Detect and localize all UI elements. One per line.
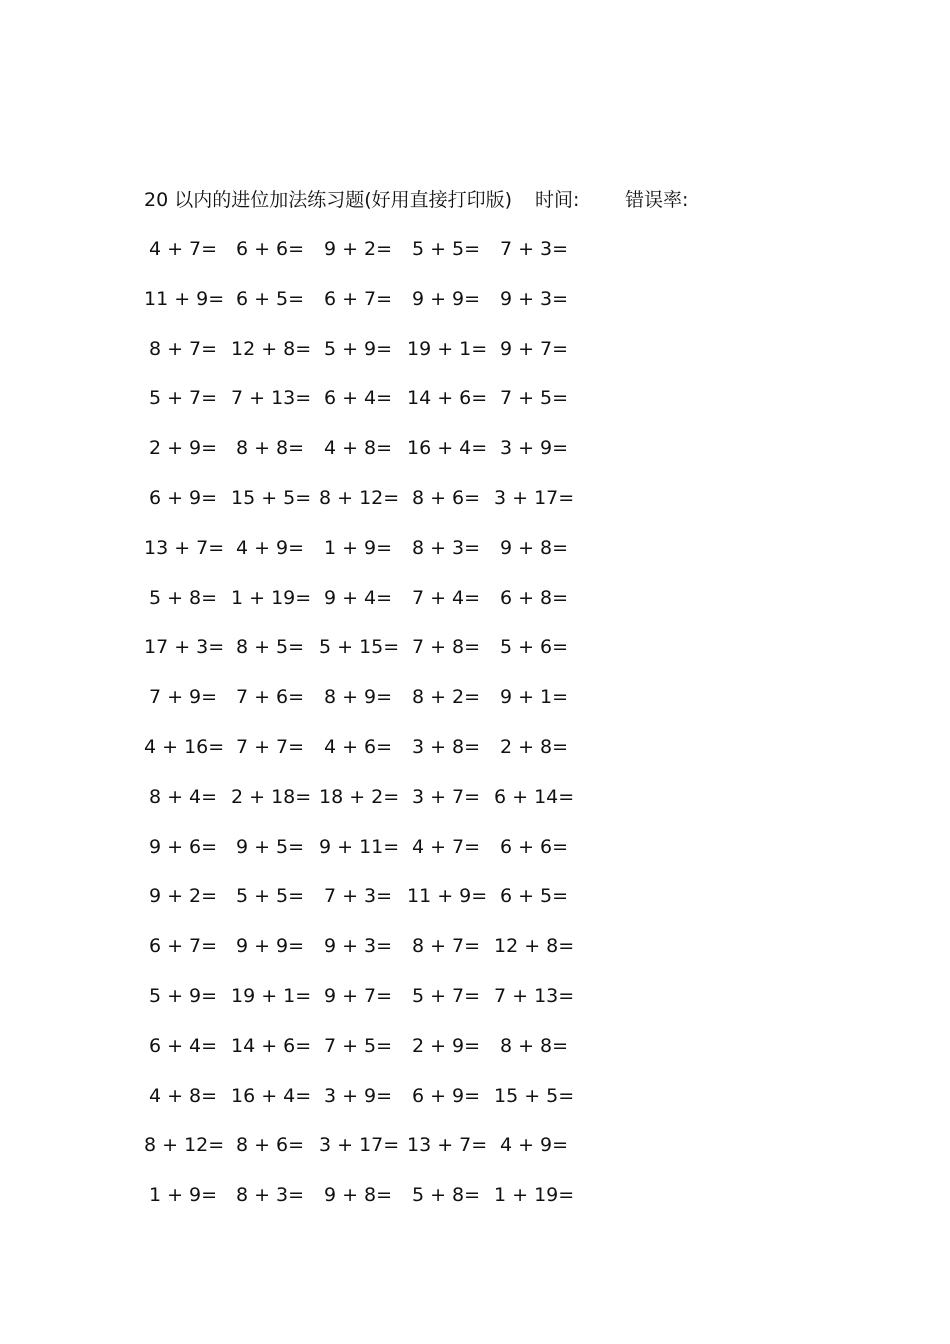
addition-problem: 7 + 7= — [235, 735, 305, 758]
addition-problem: 4 + 7= — [411, 835, 481, 858]
addition-problem: 9 + 7= — [499, 337, 569, 360]
problem-grid — [144, 236, 604, 1232]
addition-problem: 17 + 3= — [144, 636, 225, 659]
addition-problem: 5 + 9= — [148, 984, 218, 1007]
addition-problem: 6 + 5= — [499, 885, 569, 908]
addition-problem: 8 + 8= — [499, 1034, 569, 1057]
addition-problem: 6 + 5= — [235, 287, 305, 310]
addition-problem: 3 + 9= — [499, 437, 569, 460]
addition-problem: 4 + 6= — [323, 735, 393, 758]
problem-row — [144, 236, 604, 286]
addition-problem: 7 + 5= — [499, 387, 569, 410]
addition-problem: 9 + 2= — [148, 885, 218, 908]
addition-problem: 2 + 8= — [499, 735, 569, 758]
addition-problem: 4 + 8= — [323, 437, 393, 460]
addition-problem: 1 + 9= — [148, 1184, 218, 1207]
addition-problem: 7 + 3= — [323, 885, 393, 908]
addition-problem: 5 + 7= — [148, 387, 218, 410]
addition-problem: 9 + 8= — [323, 1184, 393, 1207]
problem-row — [144, 435, 604, 485]
problem-row — [144, 535, 604, 585]
problem-row — [144, 734, 604, 784]
addition-problem: 9 + 3= — [323, 935, 393, 958]
addition-problem: 8 + 8= — [235, 437, 305, 460]
addition-problem: 9 + 5= — [235, 835, 305, 858]
problem-row — [144, 983, 604, 1033]
addition-problem: 9 + 9= — [411, 287, 481, 310]
addition-problem: 12 + 8= — [231, 337, 312, 360]
addition-problem: 5 + 9= — [323, 337, 393, 360]
addition-problem: 5 + 8= — [411, 1184, 481, 1207]
addition-problem: 6 + 4= — [323, 387, 393, 410]
problem-row — [144, 933, 604, 983]
addition-problem: 9 + 6= — [148, 835, 218, 858]
addition-problem: 4 + 9= — [499, 1134, 569, 1157]
problem-row — [144, 485, 604, 535]
addition-problem: 16 + 4= — [231, 1084, 312, 1107]
addition-problem: 4 + 7= — [148, 238, 218, 260]
addition-problem: 6 + 8= — [499, 586, 569, 609]
time-label: 时间: — [535, 189, 580, 211]
addition-problem: 11 + 9= — [407, 885, 488, 908]
addition-problem: 8 + 12= — [319, 486, 400, 509]
addition-problem: 4 + 9= — [235, 536, 305, 559]
addition-problem: 9 + 9= — [235, 935, 305, 958]
addition-problem: 9 + 11= — [319, 835, 400, 858]
addition-problem: 7 + 3= — [499, 238, 569, 260]
problem-row — [144, 385, 604, 435]
addition-problem: 7 + 5= — [323, 1034, 393, 1057]
addition-problem: 11 + 9= — [144, 287, 225, 310]
addition-problem: 7 + 13= — [231, 387, 312, 410]
addition-problem: 6 + 7= — [323, 287, 393, 310]
addition-problem: 1 + 19= — [494, 1184, 575, 1207]
addition-problem: 8 + 6= — [411, 486, 481, 509]
problem-row — [144, 883, 604, 933]
problem-row — [144, 1033, 604, 1083]
addition-problem: 1 + 19= — [231, 586, 312, 609]
addition-problem: 2 + 18= — [231, 785, 312, 808]
addition-problem: 9 + 8= — [499, 536, 569, 559]
addition-problem: 19 + 1= — [231, 984, 312, 1007]
addition-problem: 4 + 8= — [148, 1084, 218, 1107]
addition-problem: 7 + 8= — [411, 636, 481, 659]
problem-row — [144, 1132, 604, 1182]
addition-problem: 14 + 6= — [407, 387, 488, 410]
addition-problem: 8 + 12= — [144, 1134, 225, 1157]
addition-problem: 3 + 9= — [323, 1084, 393, 1107]
addition-problem: 5 + 7= — [411, 984, 481, 1007]
addition-problem: 8 + 6= — [235, 1134, 305, 1157]
addition-problem: 5 + 15= — [319, 636, 400, 659]
addition-problem: 8 + 9= — [323, 686, 393, 709]
addition-problem: 5 + 8= — [148, 586, 218, 609]
addition-problem: 8 + 7= — [411, 935, 481, 958]
addition-problem: 6 + 7= — [148, 935, 218, 958]
addition-problem: 19 + 1= — [407, 337, 488, 360]
addition-problem: 7 + 13= — [494, 984, 575, 1007]
addition-problem: 1 + 9= — [323, 536, 393, 559]
addition-problem: 8 + 5= — [235, 636, 305, 659]
addition-problem: 9 + 7= — [323, 984, 393, 1007]
addition-problem: 3 + 17= — [319, 1134, 400, 1157]
problem-row — [144, 286, 604, 336]
addition-problem: 16 + 4= — [407, 437, 488, 460]
worksheet-title: 20 以内的进位加法练习题(好用直接打印版) — [144, 189, 513, 211]
addition-problem: 8 + 3= — [411, 536, 481, 559]
addition-problem: 14 + 6= — [231, 1034, 312, 1057]
addition-problem: 3 + 17= — [494, 486, 575, 509]
addition-problem: 4 + 16= — [144, 735, 225, 758]
addition-problem: 3 + 7= — [411, 785, 481, 808]
error-rate-label: 错误率: — [625, 189, 689, 211]
addition-problem: 6 + 6= — [499, 835, 569, 858]
addition-problem: 2 + 9= — [411, 1034, 481, 1057]
addition-problem: 6 + 6= — [235, 238, 305, 260]
problem-row — [144, 336, 604, 386]
addition-problem: 8 + 3= — [235, 1184, 305, 1207]
addition-problem: 9 + 3= — [499, 287, 569, 310]
addition-problem: 5 + 5= — [235, 885, 305, 908]
problem-row — [144, 684, 604, 734]
problem-row — [144, 1182, 604, 1232]
problem-row — [144, 784, 604, 834]
addition-problem: 9 + 2= — [323, 238, 393, 260]
addition-problem: 5 + 6= — [499, 636, 569, 659]
addition-problem: 8 + 2= — [411, 686, 481, 709]
addition-problem: 5 + 5= — [411, 238, 481, 260]
addition-problem: 7 + 9= — [148, 686, 218, 709]
addition-problem: 13 + 7= — [407, 1134, 488, 1157]
addition-problem: 6 + 14= — [494, 785, 575, 808]
addition-problem: 13 + 7= — [144, 536, 225, 559]
addition-problem: 8 + 4= — [148, 785, 218, 808]
addition-problem: 6 + 9= — [411, 1084, 481, 1107]
problem-row — [144, 585, 604, 635]
addition-problem: 3 + 8= — [411, 735, 481, 758]
addition-problem: 15 + 5= — [494, 1084, 575, 1107]
addition-problem: 18 + 2= — [319, 785, 400, 808]
problem-row — [144, 634, 604, 684]
problem-row — [144, 1083, 604, 1133]
addition-problem: 9 + 1= — [499, 686, 569, 709]
problem-row — [144, 834, 604, 884]
addition-problem: 6 + 4= — [148, 1034, 218, 1057]
addition-problem: 6 + 9= — [148, 486, 218, 509]
addition-problem: 15 + 5= — [231, 486, 312, 509]
addition-problem: 8 + 7= — [148, 337, 218, 360]
addition-problem: 7 + 6= — [235, 686, 305, 709]
addition-problem: 9 + 4= — [323, 586, 393, 609]
addition-problem: 2 + 9= — [148, 437, 218, 460]
addition-problem: 7 + 4= — [411, 586, 481, 609]
addition-problem: 12 + 8= — [494, 935, 575, 958]
